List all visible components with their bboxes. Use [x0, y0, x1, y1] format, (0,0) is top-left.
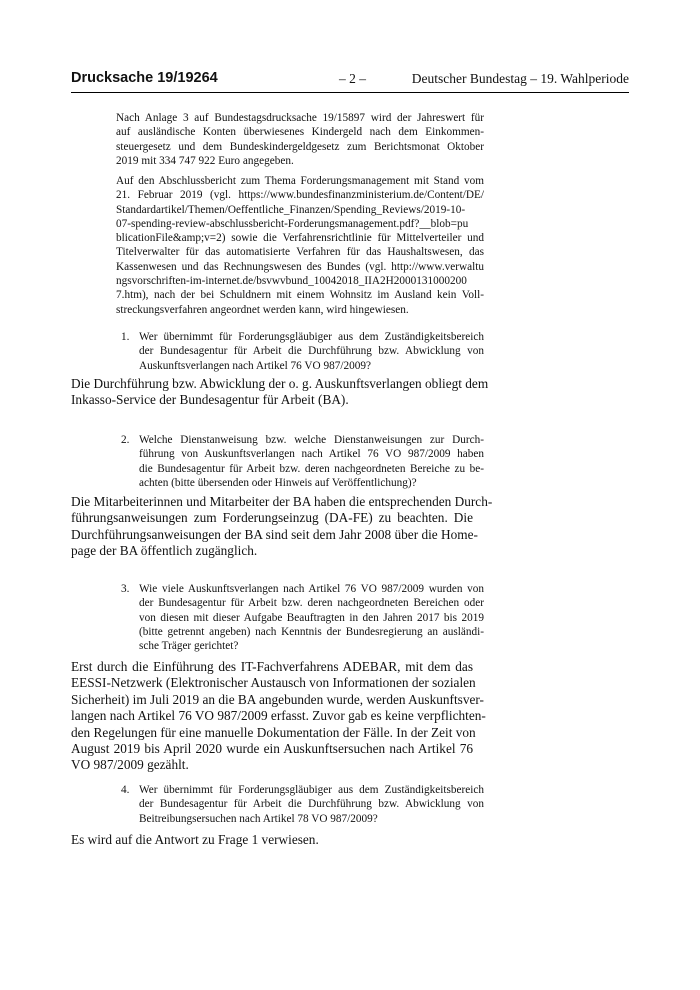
text-line: Kassenwesen und das Rechnungswesen des Bundes (vgl. http://www.verwaltu — [116, 260, 484, 273]
text-line: der Bundesagentur für Arbeit bzw. deren nachgeordneten Bereichen oder — [139, 597, 484, 610]
institution-name: Deutscher Bundestag – 19. Wahlperiode — [411, 71, 629, 86]
text-line: achten (bitte übersenden oder Hinweis auf Veröffentlichung)? — [139, 476, 417, 489]
text-line: Es wird auf die Antwort zu Frage 1 verwiesen. — [71, 832, 319, 847]
question-number: 4. — [121, 784, 130, 796]
text-line: Standardartikel/Themen/Oeffentliche_Finanzen/Spending_Reviews/2019-10- — [116, 203, 466, 216]
text-line: (bitte getrennt angeben) nach Kenntnis der Bundesregierung an ausländi- — [139, 625, 484, 638]
text-line: 21. Februar 2019 (vgl. https://www.bundesfinanzministerium.de/Content/DE/ — [116, 189, 484, 202]
text-line: den Regelungen für eine manuelle Dokumentation der Fälle. In der Zeit von — [71, 724, 476, 740]
text-line: August 2019 bis April 2020 wurde ein Auskunftsersuchen nach Artikel 76 — [71, 741, 473, 757]
page-header — [71, 70, 629, 93]
text-line: Die Durchführung bzw. Abwicklung der o. g. Auskunftsverlangen obliegt dem — [71, 376, 489, 391]
text-line: blicationFile&amp;v=2) sowie die Verfahrensrichtlinie für Mittelverteiler und — [116, 232, 484, 245]
text-line: der Bundesagentur für Arbeit die Durchführung bzw. Abwicklung von — [139, 345, 484, 358]
text-line: page der BA öffentlich zugänglich. — [71, 543, 258, 559]
text-line: ngsvorschriften-im-internet.de/bsvwvbund_10042018_IIA2H2000131000200 — [116, 275, 467, 288]
text-line: streckungsverfahren angeordnet werden kann, wird hingewiesen. — [116, 303, 409, 316]
text-line: Wer übernimmt für Forderungsgläubiger aus dem Zuständigkeitsbereich — [139, 784, 484, 796]
text-line: VO 987/2009 gezählt. — [71, 757, 189, 773]
text-line: 2019 mit 334 747 922 Euro angegeben. — [116, 154, 294, 167]
question-number: 2. — [121, 434, 130, 446]
text-line: Beitreibungsersuchen nach Artikel 78 VO 987/2009? — [139, 812, 378, 825]
page-number: – 2 – — [339, 71, 366, 86]
text-line: von diesen mit dieser Aufgabe Beauftragten in den Jahren 2017 bis 2019 — [139, 611, 484, 624]
text-line: Durchführungsanweisungen der BA sind seit dem Jahr 2008 über die Home- — [71, 526, 478, 542]
answer-2 — [71, 494, 493, 560]
question-2 — [139, 433, 484, 490]
text-line: 7.htm), nach der bei Schuldnern mit einem Wohnsitz im Ausland kein Voll- — [116, 289, 484, 302]
text-line: Erst durch die Einführung des IT-Fachverfahrens ADEBAR, mit dem das — [71, 659, 473, 674]
text-line: Welche Dienstanweisung bzw. welche Dienstanweisungen zur Durch- — [139, 434, 484, 446]
answer-1 — [71, 376, 489, 409]
text-line: Sicherheit) im Juli 2019 an die BA angebunden wurde, werden Auskunftsver- — [71, 691, 484, 707]
text-line: Die Mitarbeiterinnen und Mitarbeiter der BA haben die entsprechenden Durch- — [71, 494, 493, 509]
text-line: 07-spending-review-abschlussbericht-Forderungsmanagement.pdf?__blob=pu — [116, 217, 469, 230]
question-4 — [139, 783, 484, 826]
answer-4 — [71, 832, 473, 848]
preamble-paragraph-2 — [116, 174, 484, 317]
text-line: Titelverwalter für das automatisierte Verfahren für das Haushaltswesen, das — [116, 246, 484, 259]
text-line: Auf den Abschlussbericht zum Thema Forderungsmanagement mit Stand vom — [116, 175, 484, 187]
question-number: 1. — [121, 331, 130, 343]
text-line: der Bundesagentur für Arbeit die Durchführung bzw. Abwicklung von — [139, 798, 484, 811]
text-line: langen nach Artikel 76 VO 987/2009 erfasst. Zuvor gab es keine verpflichten- — [71, 708, 486, 724]
text-line: Inkasso-Service der Bundesagentur für Arbeit (BA). — [71, 392, 349, 408]
text-line: Nach Anlage 3 auf Bundestagsdrucksache 19/15897 wird der Jahreswert für — [116, 112, 484, 124]
text-line: Auskunftsverlangen nach Artikel 76 VO 987/2009? — [139, 359, 371, 372]
document-number-value: 19264 — [177, 70, 218, 86]
answer-3 — [71, 659, 486, 774]
question-number: 3. — [121, 583, 130, 595]
document-label: Drucksache 19/ — [71, 70, 178, 86]
text-line: die Bundesagentur für Arbeit bzw. deren nachgeordneten Bereiche zu be- — [139, 462, 484, 475]
text-line: EESSI-Netzwerk (Elektronischer Austausch von Informationen der sozialen — [71, 675, 476, 691]
text-line: Wie viele Auskunftsverlangen nach Artikel 76 VO 987/2009 wurden von — [139, 583, 484, 595]
question-3 — [139, 582, 484, 653]
text-line: Wer übernimmt für Forderungsgläubiger aus dem Zuständigkeitsbereich — [139, 331, 484, 343]
preamble-paragraph-1 — [116, 111, 484, 168]
question-1 — [139, 330, 484, 373]
text-line: steuergesetz und dem Bundeskindergeldgesetz zum Berichtsmonat Oktober — [116, 140, 484, 153]
text-line: auf ausländische Konten überwiesenes Kindergeld nach dem Einkommen- — [116, 126, 484, 139]
text-line: führung von Auskunftsverlangen nach Artikel 76 VO 987/2009 haben — [139, 448, 484, 461]
text-line: führungsanweisungen zum Forderungseinzug (DA-FE) zu beachten. Die — [71, 510, 473, 526]
text-line: sche Träger gerichtet? — [139, 640, 239, 653]
document-number — [71, 70, 218, 86]
